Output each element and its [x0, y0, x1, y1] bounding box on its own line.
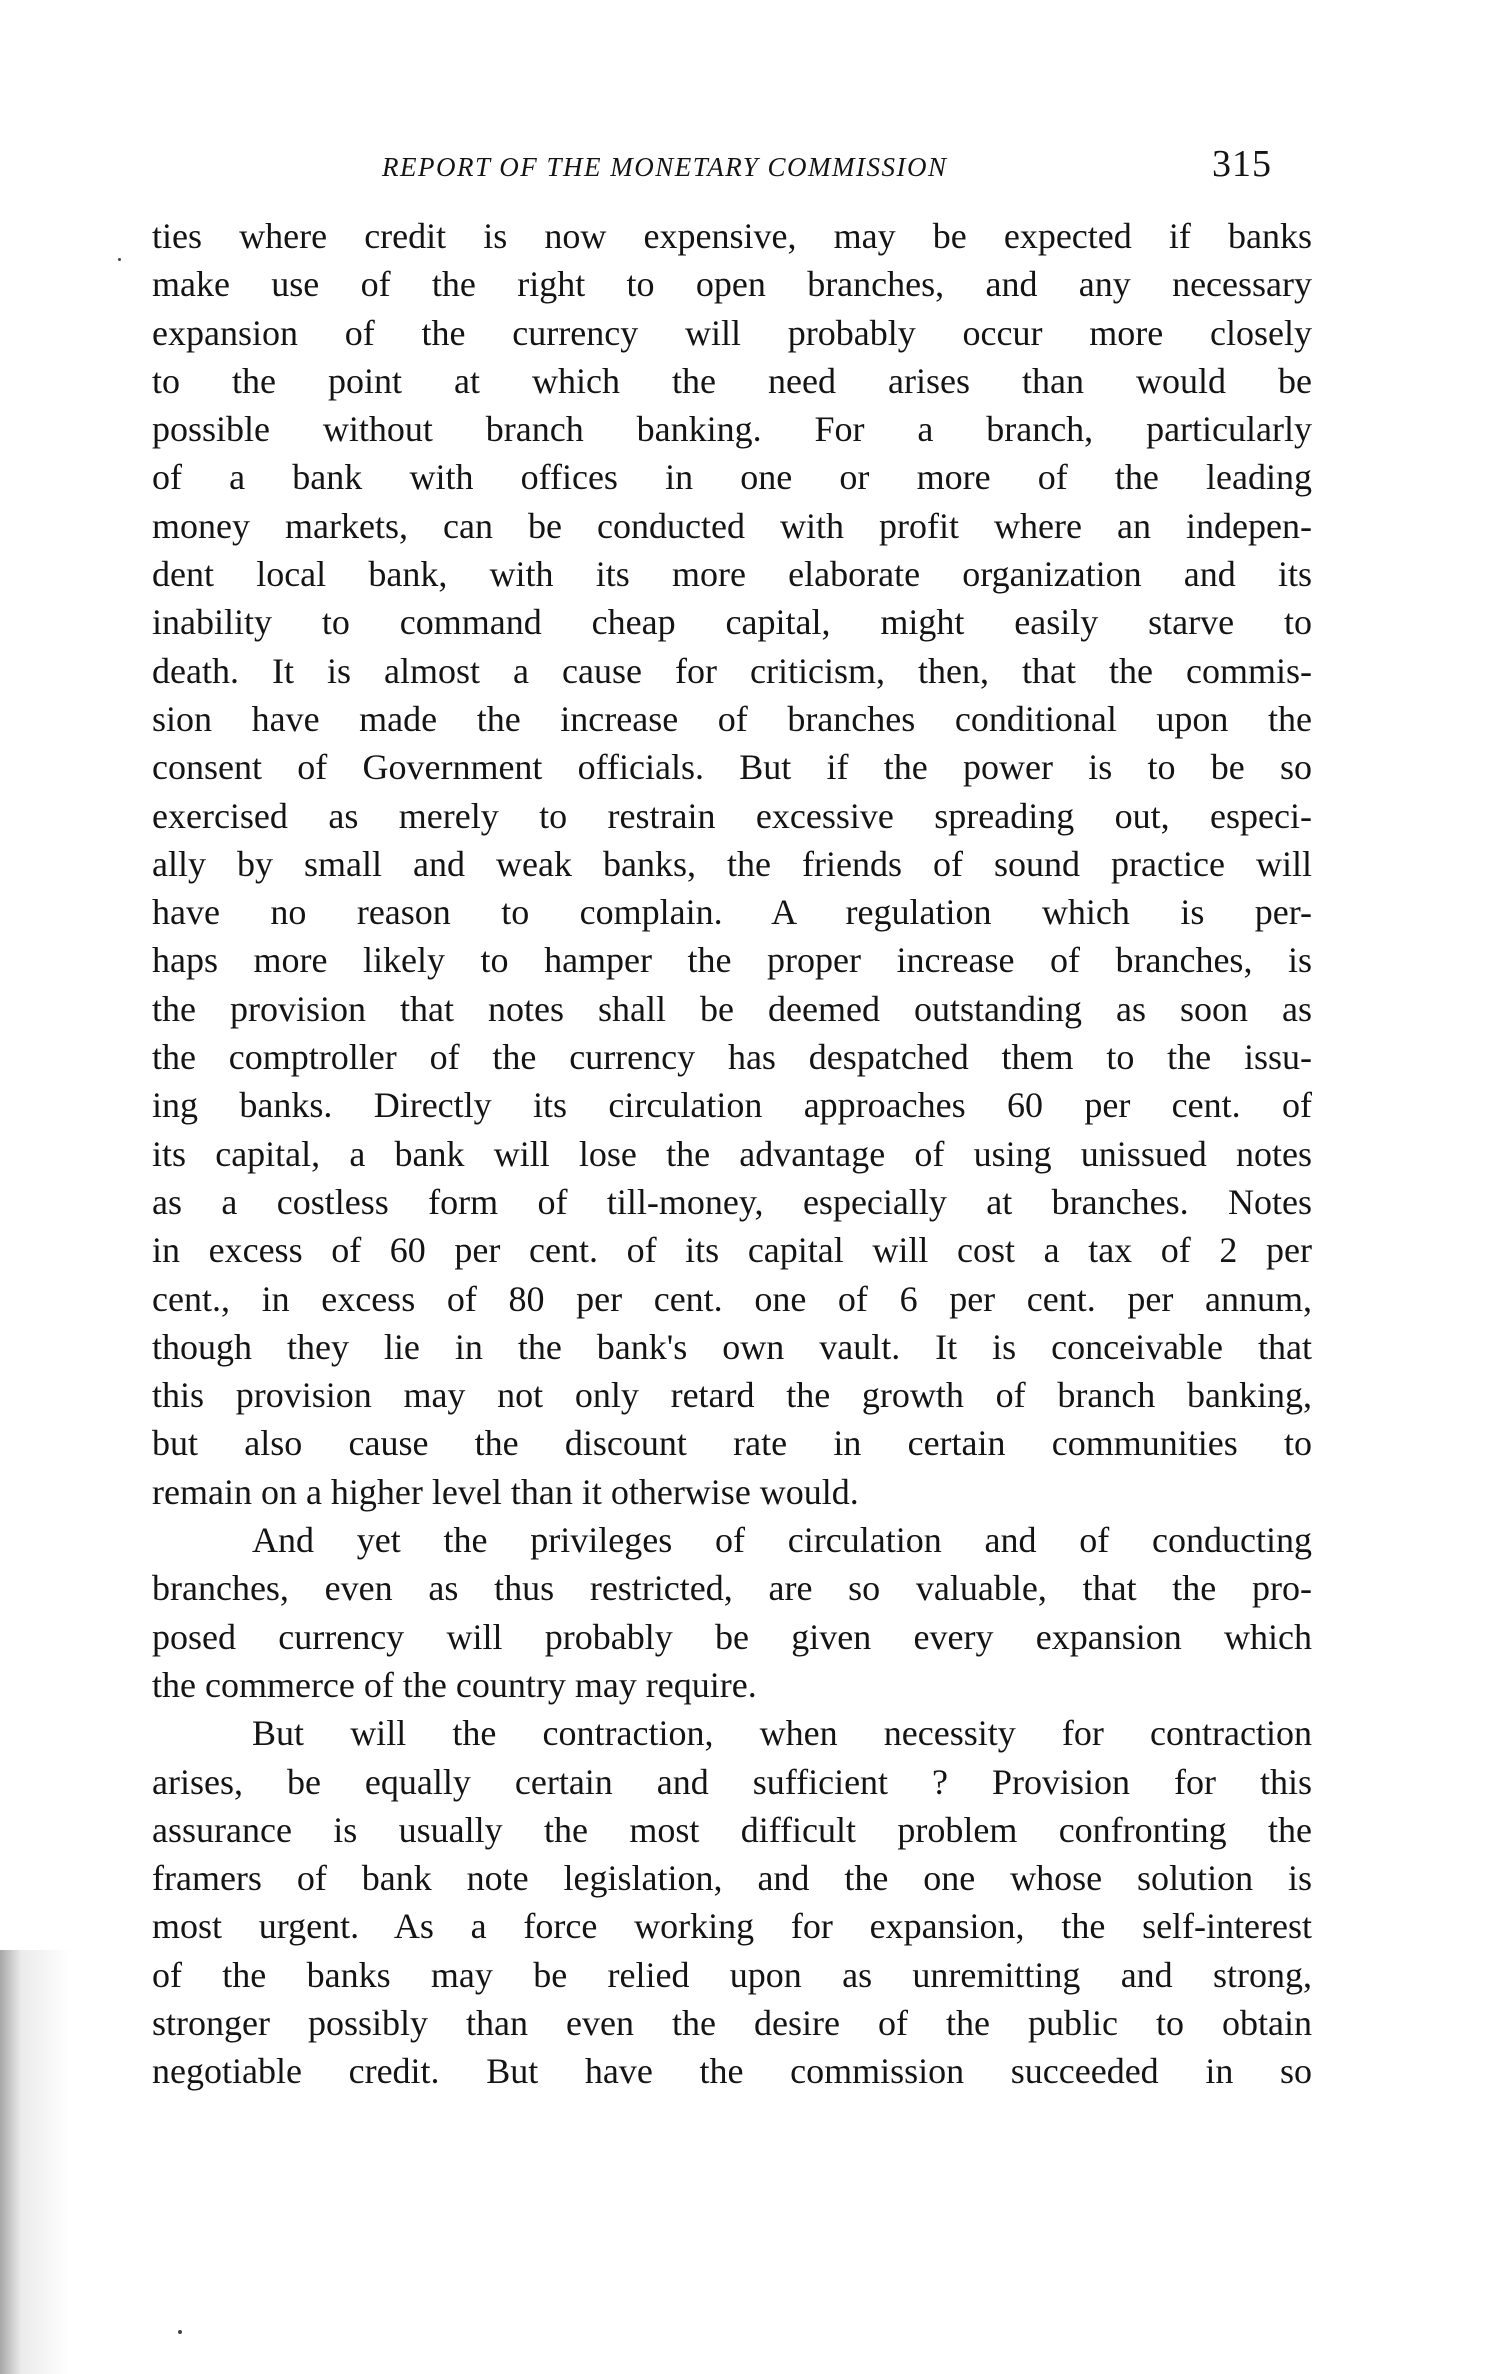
scan-edge-shadow [0, 1950, 70, 2374]
page-header [0, 143, 1488, 198]
text-line: most urgent. As a force working for expansion, the self-interest [152, 1906, 1312, 1947]
text-line: ties where credit is now expensive, may be expected if banks [152, 216, 1312, 256]
text-line: this provision may not only retard the growth of branch banking, [152, 1375, 1312, 1416]
text-line: but also cause the discount rate in certain communities to [152, 1423, 1312, 1464]
running-head: REPORT OF THE MONETARY COMMISSION [382, 152, 948, 182]
text-line: assurance is usually the most difficult problem confronting the [152, 1809, 1312, 1850]
text-line: ing banks. Directly its circulation approaches 60 per cent. of [152, 1085, 1312, 1126]
text-line: possible without branch banking. For a branch, particularly [152, 409, 1312, 450]
text-line: exercised as merely to restrain excessive spreading out, especi- [152, 795, 1312, 836]
text-line: ally by small and weak banks, the friends of sound practice will [152, 843, 1312, 884]
text-line: framers of bank note legislation, and the one whose solution is [152, 1858, 1312, 1899]
scan-speck [118, 258, 121, 261]
text-line: in excess of 60 per cent. of its capital will cost a tax of 2 per [152, 1230, 1312, 1271]
text-line: though they lie in the bank's own vault. It is conceivable that [152, 1326, 1312, 1367]
text-line: stronger possibly than even the desire of the public to obtain [152, 2002, 1312, 2043]
text-line: to the point at which the need arises than would be [152, 360, 1312, 401]
text-line: death. It is almost a cause for criticism, then, that the commis- [152, 650, 1312, 691]
text-line: remain on a higher level than it otherwise would. [152, 1471, 859, 1512]
text-line: branches, even as thus restricted, are so valuable, that the pro- [152, 1568, 1312, 1609]
text-line: consent of Government officials. But if the power is to be so [152, 747, 1312, 788]
text-line: sion have made the increase of branches conditional upon the [152, 698, 1312, 739]
text-line: expansion of the currency will probably occur more closely [152, 312, 1312, 353]
text-line: of a bank with offices in one or more of the leading [152, 457, 1312, 498]
text-line: negotiable credit. But have the commission succeeded in so [152, 2051, 1312, 2092]
text-line: dent local bank, with its more elaborate organization and its [152, 554, 1312, 595]
text-line: the provision that notes shall be deemed outstanding as soon as [152, 988, 1312, 1029]
text-line: make use of the right to open branches, and any necessary [152, 264, 1312, 305]
body-text [152, 212, 1312, 2096]
page-number: 315 [1212, 143, 1272, 185]
text-line: its capital, a bank will lose the advantage of using unissued notes [152, 1133, 1312, 1174]
text-line: the comptroller of the currency has despatched them to the issu- [152, 1037, 1312, 1078]
text-line: And yet the privileges of circulation and of conducting [252, 1520, 1312, 1561]
text-line: of the banks may be relied upon as unremitting and strong, [152, 1954, 1312, 1995]
text-line: as a costless form of till-money, especially at branches. Notes [152, 1181, 1312, 1222]
text-line: money markets, can be conducted with profit where an indepen- [152, 505, 1312, 546]
text-line: haps more likely to hamper the proper increase of branches, is [152, 940, 1312, 981]
text-line: cent., in excess of 80 per cent. one of 6 per cent. per annum, [152, 1278, 1312, 1319]
text-line: inability to command cheap capital, might easily starve to [152, 602, 1312, 643]
text-line: But will the contraction, when necessity for contraction [252, 1713, 1312, 1754]
text-line: arises, be equally certain and sufficient ? Provision for this [152, 1761, 1312, 1802]
text-line: posed currency will probably be given every expansion which [152, 1616, 1312, 1657]
text-line: have no reason to complain. A regulation which is per- [152, 892, 1312, 933]
scan-speck [178, 2330, 182, 2334]
text-line: the commerce of the country may require. [152, 1664, 757, 1705]
